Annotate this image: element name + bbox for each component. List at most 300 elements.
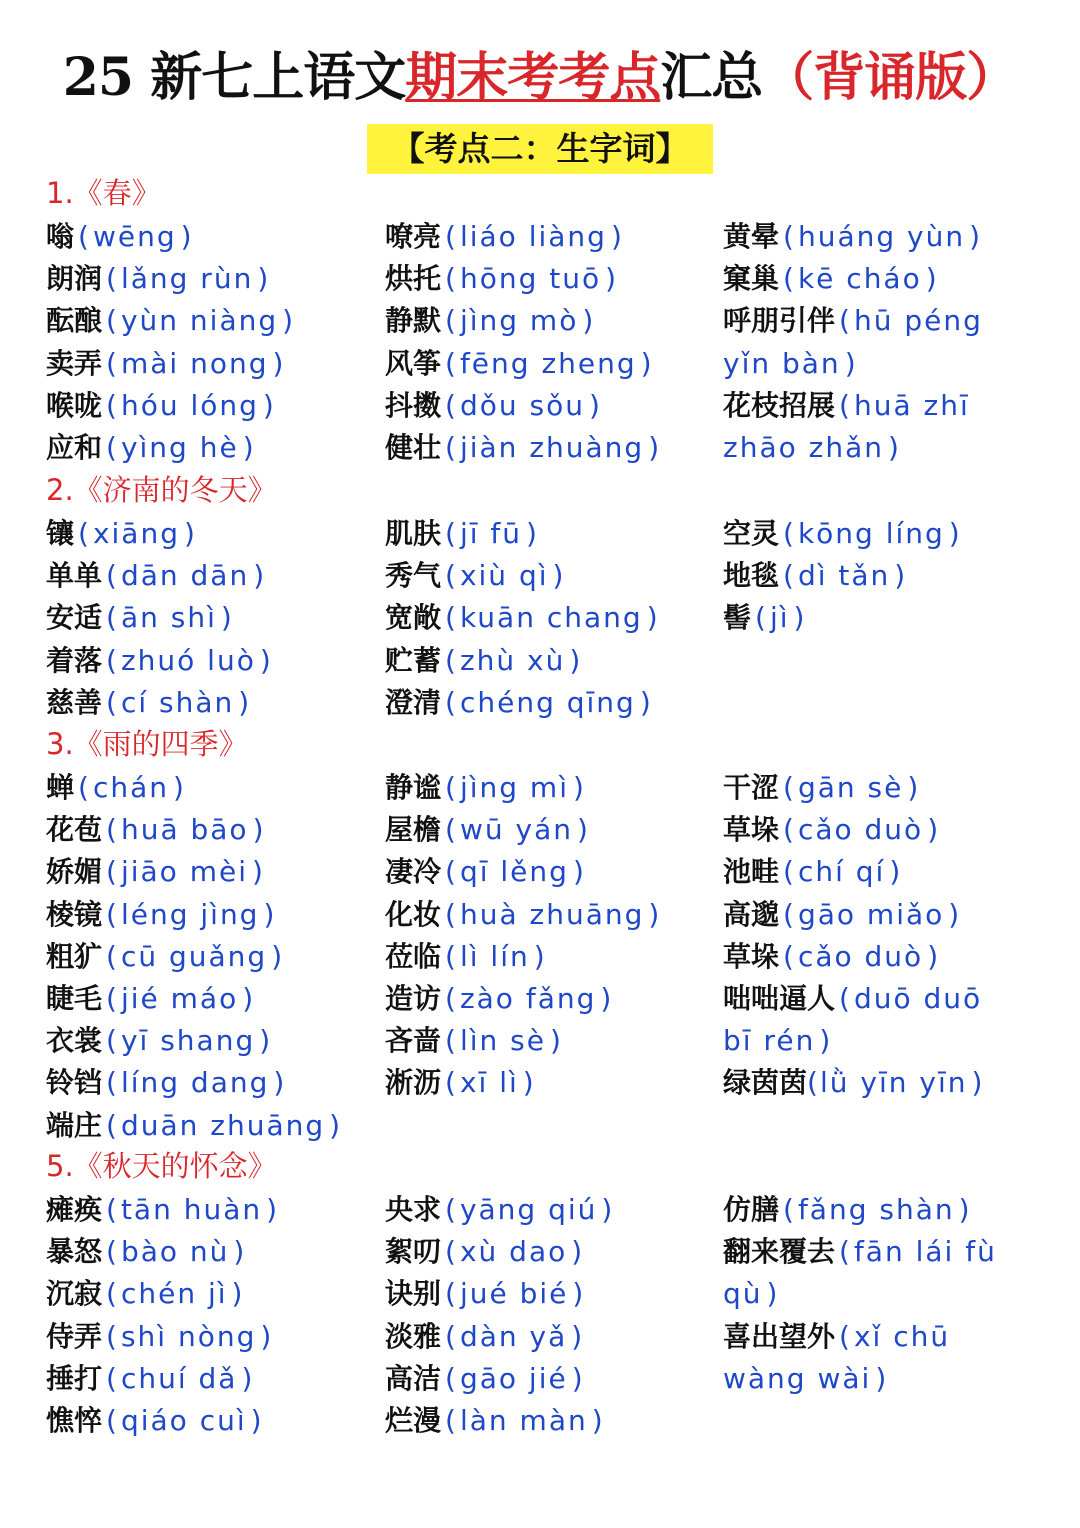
vocab-entry	[46, 682, 253, 724]
close-paren: )	[925, 262, 937, 295]
close-paren: )	[266, 1193, 278, 1226]
vocab-word: 沉寂	[46, 1277, 103, 1310]
open-paren: (	[445, 1320, 456, 1353]
vocab-entry	[385, 1189, 616, 1231]
vocab-entry	[385, 343, 656, 385]
close-paren: )	[648, 431, 660, 464]
vocab-word: 草垛	[723, 813, 780, 846]
vocab-pinyin: liáo liàng	[459, 220, 607, 253]
open-paren: (	[783, 262, 794, 295]
close-paren: )	[639, 686, 651, 719]
vocab-word: 静默	[385, 304, 442, 337]
close-paren: )	[257, 262, 269, 295]
vocab-pinyin: shì nòng	[120, 1320, 257, 1353]
open-paren: (	[839, 1320, 850, 1353]
close-paren: )	[272, 347, 284, 380]
section-heading: 3.《雨的四季》	[46, 727, 248, 761]
open-paren: (	[445, 601, 456, 634]
vocab-pinyin: qiáo cuì	[120, 1404, 247, 1437]
vocab-pinyin: ān shì	[120, 601, 217, 634]
vocab-entry	[723, 936, 942, 978]
close-paren: )	[610, 220, 622, 253]
vocab-word: 花枝招展	[723, 389, 836, 422]
close-paren: )	[259, 644, 271, 677]
vocab-entry	[385, 427, 663, 469]
vocab-pinyin: xǐ chū	[853, 1320, 951, 1353]
vocab-word: 暴怒	[46, 1235, 103, 1268]
vocab-entry	[723, 1358, 890, 1400]
vocab-word: 凄冷	[385, 855, 442, 888]
vocab-word: 粗犷	[46, 940, 103, 973]
vocab-pinyin: duān zhuāng	[120, 1109, 326, 1142]
close-paren: )	[927, 940, 939, 973]
vocab-word: 抖擞	[385, 389, 442, 422]
vocab-pinyin: jiāo mèi	[120, 855, 248, 888]
vocab-pinyin: mài nong	[120, 347, 269, 380]
vocab-pinyin: xī lì	[459, 1066, 519, 1099]
open-paren: (	[106, 813, 117, 846]
vocab-pinyin: gāo miǎo	[797, 898, 945, 931]
vocab-pinyin: bào nù	[120, 1235, 230, 1268]
vocab-row	[0, 513, 1080, 555]
open-paren: (	[783, 855, 794, 888]
vocab-pinyin: wū yán	[459, 813, 573, 846]
open-paren: (	[106, 644, 117, 677]
vocab-pinyin: dì tǎn	[797, 559, 891, 592]
vocab-entry	[46, 809, 268, 851]
vocab-word: 淡雅	[385, 1320, 442, 1353]
vocab-row	[0, 1316, 1080, 1358]
vocab-entry	[723, 300, 983, 342]
open-paren: (	[445, 771, 456, 804]
open-paren: (	[839, 982, 850, 1015]
vocab-pinyin: tān huàn	[120, 1193, 263, 1226]
close-paren: )	[948, 898, 960, 931]
vocab-word: 诀别	[385, 1277, 442, 1310]
vocab-word: 烘托	[385, 262, 442, 295]
vocab-row	[0, 555, 1080, 597]
vocab-pinyin: jié máo	[120, 982, 239, 1015]
open-paren: (	[445, 220, 456, 253]
title-highlight: 期末考考点	[405, 47, 661, 108]
vocab-word: 絮叨	[385, 1235, 442, 1268]
close-paren: )	[601, 1193, 613, 1226]
vocab-row	[0, 427, 1080, 469]
vocab-row	[0, 1020, 1080, 1062]
vocab-word: 池畦	[723, 855, 780, 888]
vocab-word: 呼朋引伴	[723, 304, 836, 337]
vocab-word: 嗡	[46, 220, 75, 253]
vocab-word: 静谧	[385, 771, 442, 804]
open-paren: (	[445, 940, 456, 973]
vocab-entry	[46, 936, 286, 978]
close-paren: )	[241, 1362, 253, 1395]
vocab-entry	[46, 343, 287, 385]
vocab-entry	[723, 809, 942, 851]
close-paren: )	[220, 601, 232, 634]
vocab-word: 窠巢	[723, 262, 780, 295]
close-paren: )	[571, 1320, 583, 1353]
vocab-word: 吝啬	[385, 1024, 442, 1057]
vocab-word: 嘹亮	[385, 220, 442, 253]
vocab-word: 酝酿	[46, 304, 103, 337]
vocab-entry	[385, 1400, 607, 1442]
open-paren: (	[445, 1404, 456, 1437]
vocab-pinyin: lǜ yīn yīn	[819, 1066, 968, 1099]
vocab-entry	[46, 1273, 246, 1315]
vocab-pinyin: chuí dǎ	[120, 1362, 238, 1395]
vocab-entry	[723, 1273, 781, 1315]
vocab-word: 翻来覆去	[723, 1235, 836, 1268]
open-paren: (	[106, 1109, 117, 1142]
vocab-pinyin: lìn sè	[459, 1024, 546, 1057]
page-title	[0, 38, 1080, 118]
vocab-pinyin: qù	[723, 1277, 763, 1310]
vocab-pinyin: fān lái fù	[853, 1235, 997, 1268]
open-paren: (	[445, 559, 456, 592]
vocab-word: 应和	[46, 431, 103, 464]
close-paren: )	[252, 813, 264, 846]
close-paren: )	[958, 1193, 970, 1226]
vocab-pinyin: kuān chang	[459, 601, 643, 634]
vocab-entry	[385, 258, 620, 300]
vocab-row	[0, 385, 1080, 427]
open-paren: (	[783, 1193, 794, 1226]
vocab-entry	[723, 978, 982, 1020]
vocab-pinyin: cū guǎng	[120, 940, 268, 973]
vocab-word: 髻	[723, 601, 752, 634]
vocab-word: 造访	[385, 982, 442, 1015]
open-paren: (	[445, 1193, 456, 1226]
vocab-word: 淅沥	[385, 1066, 442, 1099]
close-paren: )	[573, 771, 584, 804]
vocab-word: 慈善	[46, 686, 103, 719]
open-paren: (	[106, 940, 117, 973]
close-paren: )	[273, 1066, 285, 1099]
close-paren: )	[576, 813, 588, 846]
vocab-entry	[723, 258, 941, 300]
vocab-word: 瘫痪	[46, 1193, 103, 1226]
vocab-pinyin: gāo jié	[459, 1362, 568, 1395]
close-paren: )	[263, 898, 275, 931]
vocab-pinyin: léng jìng	[120, 898, 260, 931]
vocab-entry	[385, 216, 626, 258]
open-paren: (	[445, 431, 456, 464]
vocab-pinyin: hōng tuō	[459, 262, 602, 295]
vocab-row	[0, 343, 1080, 385]
vocab-word: 捶打	[46, 1362, 103, 1395]
close-paren: )	[571, 1235, 583, 1268]
vocab-entry	[385, 1231, 586, 1273]
open-paren: (	[106, 1066, 117, 1099]
vocab-pinyin: yùn niàng	[120, 304, 279, 337]
open-paren: (	[445, 1277, 456, 1310]
vocab-pinyin: kōng líng	[797, 517, 945, 550]
open-paren: (	[783, 559, 794, 592]
vocab-entry	[385, 597, 662, 639]
open-paren: (	[445, 389, 456, 422]
vocab-row	[0, 300, 1080, 342]
vocab-word: 高邈	[723, 898, 780, 931]
section-badge: 【考点二：生字词】	[367, 124, 713, 174]
vocab-pinyin: yǐn bàn	[723, 347, 841, 380]
open-paren: (	[445, 347, 456, 380]
open-paren: (	[445, 304, 456, 337]
close-paren: )	[183, 517, 195, 550]
vocab-entry	[723, 1231, 997, 1273]
close-paren: )	[549, 1024, 561, 1057]
vocab-entry	[385, 513, 541, 555]
close-paren: )	[260, 1320, 272, 1353]
vocab-row	[0, 894, 1080, 936]
vocab-entry	[46, 427, 258, 469]
vocab-pinyin: kē cháo	[797, 262, 922, 295]
open-paren: (	[783, 517, 794, 550]
vocab-pinyin: huā zhī	[853, 389, 970, 422]
vocab-pinyin: jìng mì	[459, 771, 569, 804]
close-paren: )	[875, 1362, 887, 1395]
vocab-word: 着落	[46, 644, 103, 677]
vocab-pinyin: wàng wài	[723, 1362, 872, 1395]
vocab-word: 棱镜	[46, 898, 103, 931]
vocab-word: 喜出望外	[723, 1320, 836, 1353]
vocab-entry	[46, 978, 257, 1020]
vocab-entry	[723, 851, 904, 893]
vocab-word: 草垛	[723, 940, 780, 973]
vocab-entry	[385, 1316, 586, 1358]
vocab-entry	[723, 597, 808, 639]
close-paren: )	[819, 1024, 831, 1057]
vocab-pinyin: cǎo duò	[797, 940, 924, 973]
close-paren: )	[526, 517, 537, 550]
title-mid: 汇总	[660, 47, 763, 108]
vocab-entry	[46, 1231, 248, 1273]
vocab-word: 花苞	[46, 813, 103, 846]
open-paren: (	[807, 1066, 818, 1099]
vocab-word: 单单	[46, 559, 103, 592]
open-paren: (	[78, 220, 89, 253]
vocab-row	[0, 216, 1080, 258]
vocab-word: 安适	[46, 601, 103, 634]
vocab-pinyin: gān sè	[797, 771, 904, 804]
vocab-word: 干涩	[723, 771, 780, 804]
vocab-pinyin: xiù qì	[459, 559, 549, 592]
vocab-pinyin: làn màn	[459, 1404, 588, 1437]
close-paren: )	[231, 1277, 243, 1310]
vocab-word: 宽敞	[385, 601, 442, 634]
close-paren: )	[646, 601, 658, 634]
vocab-entry	[385, 851, 588, 893]
vocab-word: 端庄	[46, 1109, 103, 1142]
open-paren: (	[445, 855, 456, 888]
vocab-pinyin: yī shang	[120, 1024, 256, 1057]
close-paren: )	[648, 898, 660, 931]
vocab-row	[0, 1400, 1080, 1442]
vocab-row	[0, 809, 1080, 851]
vocab-row	[0, 851, 1080, 893]
vocab-entry	[723, 1189, 974, 1231]
open-paren: (	[445, 686, 456, 719]
vocab-row	[0, 1105, 1080, 1147]
vocab-entry	[46, 555, 268, 597]
vocab-entry	[385, 1273, 587, 1315]
open-paren: (	[106, 686, 117, 719]
close-paren: )	[282, 304, 294, 337]
close-paren: )	[605, 262, 617, 295]
vocab-entry	[723, 1020, 834, 1062]
open-paren: (	[78, 771, 89, 804]
open-paren: (	[106, 601, 117, 634]
vocab-entry	[385, 767, 588, 809]
close-paren: )	[329, 1109, 341, 1142]
vocab-word: 朗润	[46, 262, 103, 295]
vocab-word: 娇媚	[46, 855, 103, 888]
vocab-word: 空灵	[723, 517, 780, 550]
vocab-pinyin: yìng hè	[120, 431, 239, 464]
vocab-entry	[385, 894, 663, 936]
vocab-pinyin: hū péng	[853, 304, 983, 337]
vocab-pinyin: jì	[769, 601, 790, 634]
open-paren: (	[106, 431, 117, 464]
vocab-row	[0, 258, 1080, 300]
vocab-pinyin: zào fǎng	[459, 982, 597, 1015]
close-paren: )	[180, 220, 192, 253]
close-paren: )	[569, 644, 581, 677]
vocab-entry	[46, 1316, 275, 1358]
vocab-word: 蝉	[46, 771, 75, 804]
close-paren: )	[887, 431, 899, 464]
vocab-pinyin: dàn yǎ	[459, 1320, 568, 1353]
vocab-entry	[46, 1189, 281, 1231]
vocab-pinyin: dǒu sǒu	[459, 389, 585, 422]
open-paren: (	[783, 813, 794, 846]
vocab-row	[0, 978, 1080, 1020]
open-paren: (	[78, 517, 89, 550]
close-paren: )	[894, 559, 906, 592]
vocab-pinyin: xiāng	[92, 517, 180, 550]
vocab-word: 肌肤	[385, 517, 442, 550]
open-paren: (	[783, 940, 794, 973]
open-paren: (	[445, 1235, 456, 1268]
close-paren: )	[907, 771, 919, 804]
open-paren: (	[445, 517, 456, 550]
vocab-entry	[46, 216, 196, 258]
vocab-entry	[723, 1316, 950, 1358]
vocab-word: 化妆	[385, 898, 442, 931]
vocab-pinyin: chí qí	[797, 855, 886, 888]
close-paren: )	[238, 686, 250, 719]
close-paren: )	[971, 1066, 983, 1099]
open-paren: (	[106, 1024, 117, 1057]
open-paren: (	[445, 898, 456, 931]
close-paren: )	[572, 855, 584, 888]
vocab-pinyin: jìng mò	[459, 304, 579, 337]
close-paren: )	[640, 347, 652, 380]
vocab-word: 咄咄逼人	[723, 982, 836, 1015]
close-paren: )	[969, 220, 981, 253]
vocab-entry	[723, 894, 963, 936]
vocab-entry	[723, 767, 922, 809]
vocab-word: 高洁	[385, 1362, 442, 1395]
close-paren: )	[271, 940, 283, 973]
vocab-pinyin: cí shàn	[120, 686, 235, 719]
close-paren: )	[533, 940, 545, 973]
close-paren: )	[242, 982, 254, 1015]
open-paren: (	[106, 1404, 117, 1437]
vocab-entry	[46, 767, 188, 809]
vocab-entry	[46, 851, 267, 893]
vocab-entry	[46, 597, 236, 639]
vocab-pinyin: zhāo zhǎn	[723, 431, 884, 464]
vocab-pinyin: chén jì	[120, 1277, 228, 1310]
vocab-entry	[46, 385, 278, 427]
vocab-word: 仿膳	[723, 1193, 780, 1226]
vocab-word: 秀气	[385, 559, 442, 592]
vocab-row	[0, 1358, 1080, 1400]
open-paren: (	[445, 1066, 456, 1099]
vocab-word: 贮蓄	[385, 644, 442, 677]
open-paren: (	[106, 347, 117, 380]
vocab-word: 风筝	[385, 347, 442, 380]
vocab-entry	[46, 513, 199, 555]
open-paren: (	[839, 1235, 850, 1268]
open-paren: (	[755, 601, 766, 634]
open-paren: (	[106, 1320, 117, 1353]
open-paren: (	[106, 389, 117, 422]
vocab-row	[0, 640, 1080, 682]
vocab-pinyin: yāng qiú	[459, 1193, 598, 1226]
vocab-pinyin: chán	[92, 771, 169, 804]
open-paren: (	[106, 1193, 117, 1226]
vocab-word: 憔悴	[46, 1404, 103, 1437]
vocab-entry	[46, 1105, 344, 1147]
vocab-word: 烂漫	[385, 1404, 442, 1437]
open-paren: (	[445, 1362, 456, 1395]
vocab-entry	[385, 936, 549, 978]
vocab-pinyin: wēng	[92, 220, 177, 253]
vocab-word: 睫毛	[46, 982, 103, 1015]
vocab-entry	[385, 978, 615, 1020]
close-paren: )	[251, 855, 263, 888]
vocab-entry	[46, 1400, 266, 1442]
open-paren: (	[106, 982, 117, 1015]
vocab-entry	[385, 300, 597, 342]
vocab-pinyin: fēng zheng	[459, 347, 637, 380]
close-paren: )	[253, 559, 265, 592]
vocab-pinyin: lǎng rùn	[120, 262, 254, 295]
vocab-row	[0, 597, 1080, 639]
vocab-pinyin: cǎo duò	[797, 813, 924, 846]
vocab-pinyin: hóu lóng	[120, 389, 259, 422]
title-suffix: （背诵版）	[762, 47, 1018, 108]
vocab-pinyin: fǎng shàn	[797, 1193, 955, 1226]
open-paren: (	[106, 1362, 117, 1395]
close-paren: )	[766, 1277, 778, 1310]
open-paren: (	[783, 220, 794, 253]
close-paren: )	[552, 559, 564, 592]
open-paren: (	[106, 855, 117, 888]
vocab-entry	[723, 427, 903, 469]
vocab-word: 绿茵茵	[723, 1066, 808, 1099]
close-paren: )	[948, 517, 960, 550]
vocab-pinyin: jué bié	[459, 1277, 569, 1310]
open-paren: (	[445, 1024, 456, 1057]
open-paren: (	[106, 1277, 117, 1310]
vocab-word: 黄晕	[723, 220, 780, 253]
vocab-entry	[723, 216, 984, 258]
vocab-word: 澄清	[385, 686, 442, 719]
open-paren: (	[106, 1235, 117, 1268]
